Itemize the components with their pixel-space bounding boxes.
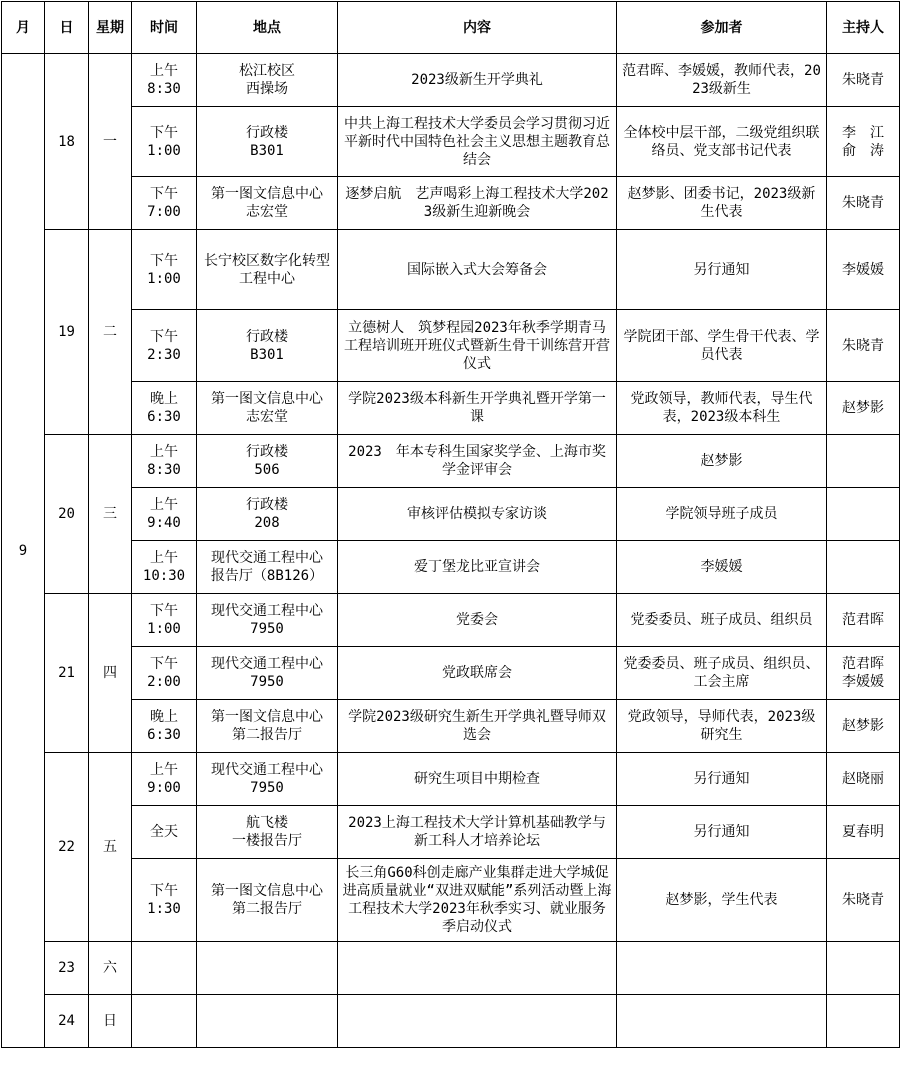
place-line: 第二报告厅 [232,901,302,917]
participants-cell: 赵梦影、团委书记，2023级新生代表 [617,177,827,230]
host-cell [827,54,900,107]
content-cell: 长三角G60科创走廊产业集群走进大学城促进高质量就业“双进双赋能”系列活动暨上海工程技术大学2023年秋季实习、就业服务季启动仪式 [338,859,617,942]
weekday-cell: 三 [89,435,132,594]
day-cell: 18 [45,54,89,230]
time-line: 下午 [150,186,178,202]
table-row [2,310,900,382]
place-cell [197,54,338,107]
host-line: 赵晓丽 [842,771,884,787]
host-line: 李媛媛 [842,674,884,690]
time-line: 10:30 [142,568,186,584]
day-cell: 23 [45,942,89,995]
place-line: 行政楼 [246,444,288,460]
table-row [2,753,900,806]
place-cell [197,995,338,1048]
time-line: 上午 [150,762,178,778]
table-row [2,54,900,107]
host-line: 范君晖 [842,656,884,672]
time-cell [132,942,197,995]
place-line: B301 [250,142,284,159]
time-line: 1:00 [147,621,181,637]
participants-cell: 党委委员、班子成员、组织员、工会主席 [617,647,827,700]
host-line: 朱晓青 [842,337,884,354]
time-line: 上午 [150,497,178,513]
time-line: 上午 [150,63,178,79]
table-row [2,995,900,1048]
time-cell [132,54,197,107]
content-cell: 学院2023级本科新生开学典礼暨开学第一课 [338,382,617,435]
table-row [2,177,900,230]
time-cell [132,177,197,230]
host-cell [827,942,900,995]
weekday-cell: 一 [89,54,132,230]
weekday-cell: 四 [89,594,132,753]
host-cell [827,995,900,1048]
content-cell: 国际嵌入式大会筹备会 [338,230,617,310]
host-line: 夏春明 [842,824,884,840]
place-line: 航飞楼 [246,815,288,831]
place-line: 7950 [250,621,284,637]
place-cell [197,230,338,310]
place-line: 现代交通工程中心 [211,762,323,778]
time-line: 7:00 [147,204,181,220]
place-line: 现代交通工程中心 [211,603,323,619]
participants-cell: 学院领导班子成员 [617,488,827,541]
place-cell [197,942,338,995]
place-cell [197,107,338,177]
host-line: 李 江 [842,124,884,141]
weekday-cell: 日 [89,995,132,1048]
participants-cell: 党政领导，教师代表，导生代表，2023级本科生 [617,382,827,435]
time-line: 晚上 [150,391,178,407]
host-cell [827,435,900,488]
host-line: 范君晖 [842,612,884,628]
participants-cell [617,942,827,995]
time-cell [132,594,197,647]
place-line: 7950 [250,780,284,796]
participants-cell: 另行通知 [617,806,827,859]
content-cell [338,995,617,1048]
content-cell: 爱丁堡龙比亚宣讲会 [338,541,617,594]
table-row [2,435,900,488]
host-cell [827,806,900,859]
place-cell [197,806,338,859]
header-host: 主持人 [827,2,900,54]
time-cell [132,435,197,488]
table-row [2,859,900,942]
host-line: 赵梦影 [842,400,884,416]
day-cell: 20 [45,435,89,594]
host-cell [827,230,900,310]
host-line: 李媛媛 [842,261,884,278]
time-line: 1:30 [147,901,181,917]
content-cell: 审核评估模拟专家访谈 [338,488,617,541]
time-line: 下午 [150,883,178,899]
time-line: 下午 [150,328,178,345]
host-line: 俞 涛 [842,142,884,159]
participants-cell: 学院团干部、学生骨干代表、学员代表 [617,310,827,382]
table-row [2,382,900,435]
schedule-table [1,1,900,1048]
place-line: 行政楼 [246,497,288,513]
table-row [2,107,900,177]
place-cell [197,753,338,806]
time-cell [132,859,197,942]
content-cell: 2023上海工程技术大学计算机基础教学与新工科人才培养论坛 [338,806,617,859]
place-cell [197,488,338,541]
host-cell [827,647,900,700]
time-cell [132,541,197,594]
host-cell [827,382,900,435]
time-line: 6:30 [147,409,181,425]
table-row [2,806,900,859]
place-line: 第一图文信息中心 [211,709,323,725]
host-line: 朱晓青 [842,195,884,211]
header-time: 时间 [132,2,197,54]
time-cell [132,647,197,700]
table-row [2,700,900,753]
time-cell [132,995,197,1048]
time-line: 9:00 [147,780,181,796]
participants-cell: 另行通知 [617,753,827,806]
time-cell [132,700,197,753]
content-cell [338,942,617,995]
time-line: 1:00 [147,142,181,159]
host-cell [827,753,900,806]
place-line: 第二报告厅 [232,727,302,743]
place-line: 7950 [250,674,284,690]
place-cell [197,594,338,647]
host-cell [827,700,900,753]
content-cell: 逐梦启航 艺声喝彩上海工程技术大学2023级新生迎新晚会 [338,177,617,230]
content-cell: 2023级新生开学典礼 [338,54,617,107]
header-content: 内容 [338,2,617,54]
header-place: 地点 [197,2,338,54]
table-row [2,647,900,700]
host-cell [827,541,900,594]
place-line: B301 [250,346,284,363]
day-cell: 24 [45,995,89,1048]
participants-cell [617,995,827,1048]
time-line: 8:30 [147,81,181,97]
time-line: 下午 [150,252,178,269]
time-line: 下午 [150,124,178,141]
participants-cell: 党委委员、班子成员、组织员 [617,594,827,647]
place-cell [197,859,338,942]
place-line: 现代交通工程中心 [211,656,323,672]
host-line: 朱晓青 [842,72,884,88]
time-cell [132,806,197,859]
header-weekday: 星期 [89,2,132,54]
host-cell [827,177,900,230]
time-cell [132,382,197,435]
time-line: 上午 [150,444,178,460]
place-cell [197,647,338,700]
header-month: 月 [2,2,45,54]
time-cell [132,310,197,382]
place-line: 志宏堂 [246,204,288,220]
weekday-cell: 五 [89,753,132,942]
place-line: 第一图文信息中心 [211,883,323,899]
time-line: 8:30 [147,462,181,478]
time-cell [132,488,197,541]
day-cell: 21 [45,594,89,753]
table-row [2,942,900,995]
day-cell: 22 [45,753,89,942]
participants-cell: 另行通知 [617,230,827,310]
time-line: 下午 [150,603,178,619]
place-line: 行政楼 [246,124,288,141]
header-row [2,2,900,54]
time-line: 上午 [150,550,178,566]
header-day: 日 [45,2,89,54]
place-line: 志宏堂 [246,409,288,425]
place-line: 208 [254,515,280,531]
participants-cell: 范君晖、李媛媛，教师代表，2023级新生 [617,54,827,107]
host-cell [827,107,900,177]
content-cell: 研究生项目中期检查 [338,753,617,806]
host-cell [827,594,900,647]
time-line: 2:00 [147,674,181,690]
participants-cell: 赵梦影，学生代表 [617,859,827,942]
place-cell [197,177,338,230]
place-line: 松江校区 [239,63,295,79]
place-line: 行政楼 [246,328,288,345]
header-participants: 参加者 [617,2,827,54]
participants-cell: 全体校中层干部，二级党组织联络员、党支部书记代表 [617,107,827,177]
place-line: 西操场 [246,81,288,97]
place-line: 第一图文信息中心 [211,391,323,407]
day-cell: 19 [45,230,89,435]
time-line: 6:30 [147,727,181,743]
place-line: 一楼报告厅 [232,833,302,849]
place-cell [197,700,338,753]
time-line: 晚上 [150,709,178,725]
content-cell: 学院2023级研究生新生开学典礼暨导师双选会 [338,700,617,753]
content-cell: 党政联席会 [338,647,617,700]
host-cell [827,859,900,942]
time-line: 全天 [150,824,178,840]
host-line: 赵梦影 [842,718,884,734]
time-line: 下午 [150,656,178,672]
month-cell: 9 [2,54,45,1048]
place-line: 报告厅（8B126） [210,568,324,584]
weekday-cell: 六 [89,942,132,995]
participants-cell: 党政领导，导师代表，2023级研究生 [617,700,827,753]
content-cell: 2023 年本专科生国家奖学金、上海市奖学金评审会 [338,435,617,488]
host-cell [827,488,900,541]
place-line: 长宁校区数字化转型工程中心 [204,252,330,287]
place-cell [197,310,338,382]
time-line: 2:30 [147,346,181,363]
table-row [2,488,900,541]
participants-cell: 李媛媛 [617,541,827,594]
time-cell [132,107,197,177]
place-line: 现代交通工程中心 [211,550,323,566]
time-cell [132,230,197,310]
place-cell [197,541,338,594]
table-row [2,230,900,310]
content-cell: 中共上海工程技术大学委员会学习贯彻习近平新时代中国特色社会主义思想主题教育总结会 [338,107,617,177]
time-line: 1:00 [147,270,181,287]
content-cell: 党委会 [338,594,617,647]
host-line: 朱晓青 [842,892,884,908]
place-line: 506 [254,462,280,478]
weekday-cell: 二 [89,230,132,435]
place-cell [197,435,338,488]
table-row [2,594,900,647]
place-cell [197,382,338,435]
time-line: 9:40 [147,515,181,531]
schedule-body [2,54,900,1048]
place-line: 第一图文信息中心 [211,186,323,202]
host-cell [827,310,900,382]
time-cell [132,753,197,806]
content-cell: 立德树人 筑梦程园2023年秋季学期青马工程培训班开班仪式暨新生骨干训练营开营仪式 [338,310,617,382]
participants-cell: 赵梦影 [617,435,827,488]
table-row [2,541,900,594]
